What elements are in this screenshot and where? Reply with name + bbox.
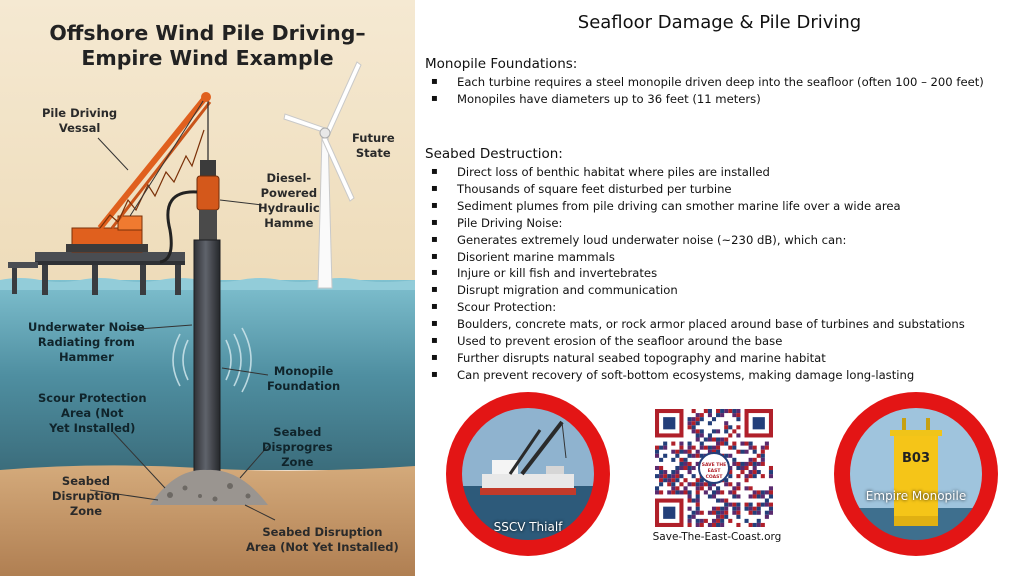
bullet-item: ▪ Boulders, concrete mats, or rock armor placed around base of turbines and substations — [431, 317, 965, 332]
bullet-item: ▪ Sediment plumes from pile driving can smother marine life over a wide area — [431, 198, 901, 213]
bullet-icon: ▪ — [431, 76, 438, 87]
section-heading-monopile: Monopile Foundations: — [425, 56, 578, 72]
illustration-panel — [0, 0, 415, 576]
badge-sscv-thialf — [446, 392, 610, 556]
bullet-item: ▪ Each turbine requires a steel monopile driven deep into the seafloor (often 100 – 200 feet) — [431, 75, 984, 89]
bullet-item: ▪ Monopiles have diameters up to 36 feet (11 meters) — [431, 91, 761, 106]
bullet-icon: ▪ — [431, 182, 438, 194]
qr-logo: SAVE THE EAST COAST — [698, 452, 730, 484]
monopile-photo — [850, 408, 982, 540]
bullet-item: ▪ Disorient marine mammals — [431, 249, 615, 264]
bullet-icon: ▪ — [431, 351, 438, 363]
label-disruption-zone: Seabed Disruption Zone — [52, 474, 120, 518]
badge-empire-monopile — [834, 392, 998, 556]
bullet-icon: ▪ — [431, 199, 438, 211]
label-underwater-noise: Underwater Noise Radiating from Hammer — [28, 320, 145, 364]
bullet-icon: ▪ — [431, 335, 438, 347]
bullet-item: ▪ Disrupt migration and communication — [431, 283, 678, 298]
bullet-icon: ▪ — [431, 267, 438, 279]
qr-caption-url[interactable]: Save-The-East-Coast.org — [652, 531, 782, 543]
illustration-title-line1: Offshore Wind Pile Driving– — [49, 21, 366, 45]
bullet-icon: ▪ — [431, 216, 438, 228]
label-scour-protection: Scour Protection Area (Not Yet Installed) — [38, 391, 147, 435]
bullet-icon: ▪ — [431, 318, 438, 330]
illustration-title-line2: Empire Wind Example — [81, 46, 334, 70]
bullet-icon: ▪ — [431, 92, 438, 104]
monopile-list — [425, 74, 1020, 108]
monopile — [194, 240, 220, 500]
bullet-icon: ▪ — [431, 368, 438, 380]
bullet-item: ▪ Used to prevent erosion of the seafloor around the base — [431, 334, 783, 349]
bullet-item: ▪ Generates extremely loud underwater noise (~230 dB), which can: — [431, 232, 847, 247]
bullet-icon: ▪ — [431, 284, 438, 296]
section-heading-seabed: Seabed Destruction: — [425, 146, 563, 162]
label-vessel: Pile Driving Vessal — [42, 106, 118, 135]
bullet-item: ▪ Can prevent recovery of soft-bottom ecosystems, making damage long-lasting — [431, 367, 915, 382]
label-hammer: Diesel- Powered Hydraulic Hamme — [258, 171, 320, 230]
bullet-icon: ▪ — [431, 250, 438, 262]
bullet-icon: ▪ — [431, 301, 438, 313]
bullet-item: ▪ Direct loss of benthic habitat where piles are installed — [431, 165, 770, 179]
bullet-item: ▪ Injure or kill fish and invertebrates — [431, 266, 658, 281]
label-monopile: Monopile Foundation — [267, 364, 341, 393]
label-future-state: Future State — [352, 131, 395, 160]
bullet-icon: ▪ — [431, 233, 438, 245]
caption-sscv-thialf: SSCV Thialf — [493, 520, 563, 534]
page-title: Seafloor Damage & Pile Driving — [577, 12, 862, 33]
caption-empire-monopile: Empire Monopile — [865, 489, 967, 503]
bullet-item: ▪ Further disrupts natural seabed topography and marine habitat — [431, 350, 826, 365]
bullet-item: ▪ Pile Driving Noise: — [431, 215, 563, 230]
seabed-list — [425, 164, 1020, 384]
b03-sign: B03 — [902, 451, 930, 466]
bullet-item: ▪ Scour Protection: — [431, 300, 557, 315]
label-disruption-area: Seabed Disruption Area (Not Yet Installed) — [246, 525, 399, 554]
bullet-icon: ▪ — [431, 166, 438, 177]
bullet-item: ▪ Thousands of square feet disturbed per turbine — [431, 181, 732, 196]
label-disprogres: Seabed Disprogres Zone — [262, 425, 333, 469]
qr-code[interactable] — [655, 409, 773, 527]
